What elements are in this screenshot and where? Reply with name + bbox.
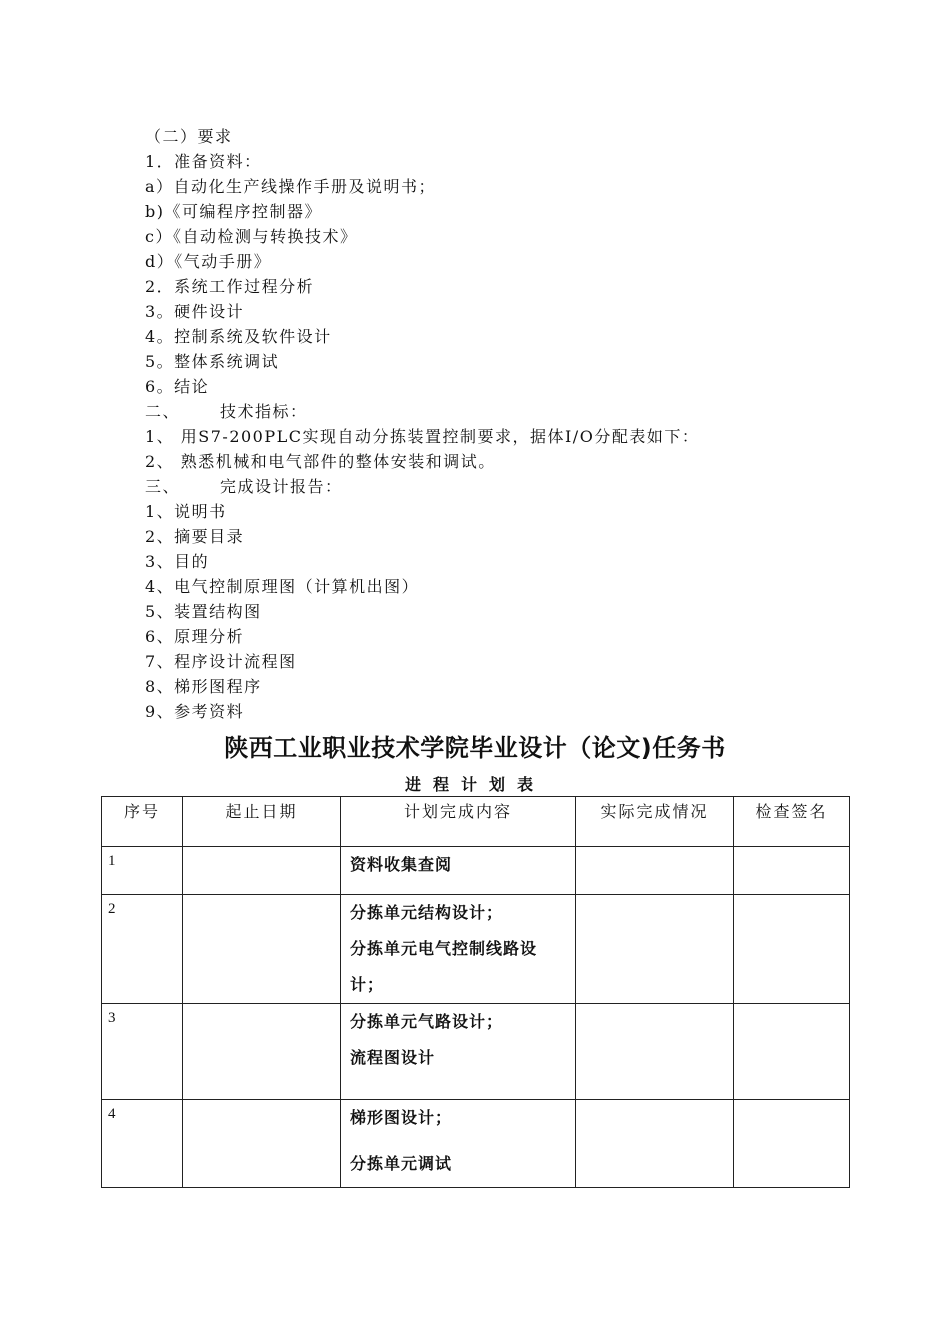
requirements-line: 6。结论 bbox=[145, 377, 210, 396]
requirements-line: 5。整体系统调试 bbox=[145, 352, 280, 371]
tech-heading-text: 技术指标： bbox=[220, 402, 308, 421]
row-number: 1 bbox=[102, 847, 183, 895]
report-item: 8、梯形图程序 bbox=[145, 677, 262, 696]
row-signature bbox=[734, 1100, 850, 1188]
row-actual-status bbox=[576, 1004, 734, 1100]
content-line: 分拣单元结构设计； bbox=[350, 903, 504, 922]
row-signature bbox=[734, 895, 850, 1004]
requirements-line: d）《气动手册》 bbox=[145, 252, 272, 271]
report-item: 3、目的 bbox=[145, 552, 210, 571]
row-dates bbox=[183, 895, 341, 1004]
row-planned-content bbox=[341, 847, 576, 895]
content-line: 流程图设计 bbox=[350, 1048, 436, 1067]
row-signature bbox=[734, 847, 850, 895]
row-actual-status bbox=[576, 1100, 734, 1188]
requirements-line: c）《自动检测与转换技术》 bbox=[145, 227, 358, 246]
requirements-line: a）自动化生产线操作手册及说明书； bbox=[145, 177, 437, 196]
row-signature bbox=[734, 1004, 850, 1100]
report-heading-number: 三、 bbox=[145, 477, 181, 496]
tech-heading-number: 二、 bbox=[145, 402, 181, 421]
report-heading bbox=[145, 474, 845, 499]
tech-heading bbox=[145, 399, 845, 424]
column-header-number: 序号 bbox=[102, 797, 183, 847]
content-line: 分拣单元调试 bbox=[350, 1154, 453, 1173]
row-number: 3 bbox=[102, 1004, 183, 1100]
requirements-section bbox=[145, 124, 845, 724]
content-line: 分拣单元电气控制线路设 bbox=[350, 939, 538, 958]
table-title: 进程计划表 bbox=[404, 775, 545, 794]
table-header-row bbox=[102, 797, 850, 847]
report-item: 2、摘要目录 bbox=[145, 527, 245, 546]
content-line: 梯形图设计； bbox=[350, 1108, 453, 1127]
requirements-line: 4。控制系统及软件设计 bbox=[145, 327, 332, 346]
content-line: 资料收集查阅 bbox=[350, 855, 453, 874]
report-item: 1、说明书 bbox=[145, 502, 227, 521]
requirements-line: 1．准备资料： bbox=[145, 152, 262, 171]
report-item: 6、原理分析 bbox=[145, 627, 245, 646]
report-heading-text: 完成设计报告： bbox=[220, 477, 343, 496]
row-actual-status bbox=[576, 895, 734, 1004]
report-item: 7、程序设计流程图 bbox=[145, 652, 297, 671]
row-planned-content bbox=[341, 895, 576, 1004]
report-item: 9、参考资料 bbox=[145, 702, 245, 721]
requirements-line: 3。硬件设计 bbox=[145, 302, 245, 321]
table-row bbox=[102, 895, 850, 1004]
row-number: 2 bbox=[102, 895, 183, 1004]
row-dates bbox=[183, 847, 341, 895]
progress-plan-table bbox=[101, 796, 850, 1188]
column-header-actual-status: 实际完成情况 bbox=[576, 797, 734, 847]
tech-item: 1、 用S7-200PLC实现自动分拣装置控制要求，据体I/O分配表如下： bbox=[145, 427, 700, 446]
column-header-signature: 检查签名 bbox=[734, 797, 850, 847]
content-line: 计； bbox=[350, 975, 385, 994]
content-line: 分拣单元气路设计； bbox=[350, 1012, 504, 1031]
table-row bbox=[102, 1100, 850, 1188]
column-header-dates: 起止日期 bbox=[183, 797, 341, 847]
row-planned-content bbox=[341, 1004, 576, 1100]
table-row bbox=[102, 847, 850, 895]
report-item: 4、电气控制原理图（计算机出图） bbox=[145, 577, 420, 596]
requirements-heading: （二）要求 bbox=[145, 127, 233, 146]
row-number: 4 bbox=[102, 1100, 183, 1188]
column-header-planned-content: 计划完成内容 bbox=[341, 797, 576, 847]
report-item: 5、装置结构图 bbox=[145, 602, 262, 621]
row-dates bbox=[183, 1004, 341, 1100]
row-dates bbox=[183, 1100, 341, 1188]
row-actual-status bbox=[576, 847, 734, 895]
table-row bbox=[102, 1004, 850, 1100]
requirements-line: 2．系统工作过程分析 bbox=[145, 277, 315, 296]
requirements-line: b)《可编程序控制器》 bbox=[145, 202, 322, 221]
document-title: 陕西工业职业技术学院毕业设计（论文)任务书 bbox=[224, 734, 726, 762]
tech-item: 2、 熟悉机械和电气部件的整体安装和调试。 bbox=[145, 452, 496, 471]
row-planned-content bbox=[341, 1100, 576, 1188]
